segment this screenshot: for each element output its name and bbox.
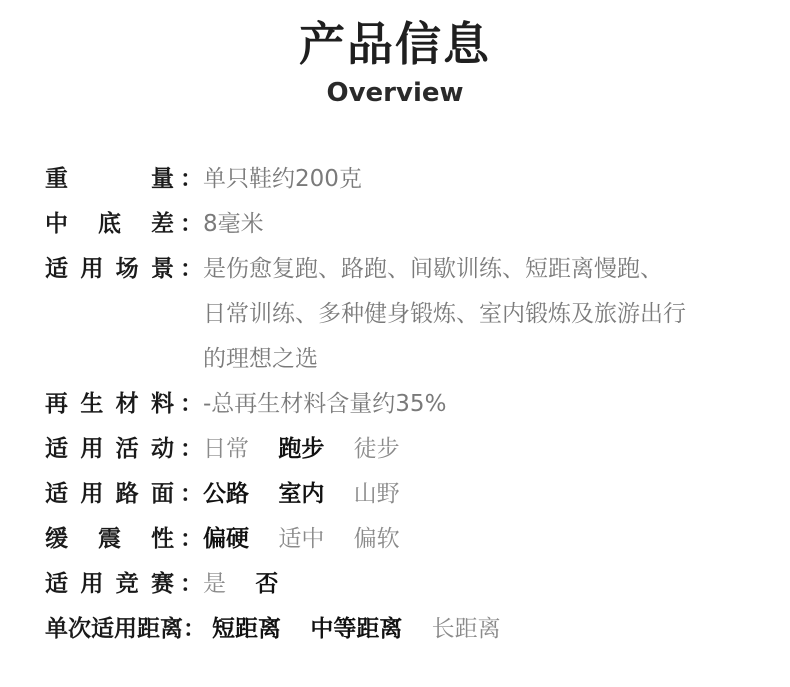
spec-row-distance — [45, 607, 765, 652]
option-mid: 中等距离 — [310, 616, 403, 642]
spec-value-weight: 单只鞋约200克 — [203, 166, 362, 192]
spec-value-recycled: -总再生材料含量约35% — [203, 391, 447, 417]
spec-row-surface — [45, 472, 765, 517]
option-long: 长距离 — [431, 616, 501, 642]
option-medium: 适中 — [278, 526, 325, 552]
spec-label-race — [45, 562, 203, 607]
label-colon: ： — [180, 211, 203, 237]
option-trail: 山野 — [353, 481, 400, 507]
label-char: 景 — [150, 256, 174, 282]
label-char: 用 — [80, 256, 104, 282]
label-char: 量 — [151, 166, 174, 192]
option-firm: 偏硬 — [203, 526, 249, 552]
label-char: 性 — [151, 526, 174, 552]
label-char: 场 — [115, 256, 139, 282]
label-char: 适 — [45, 571, 68, 597]
spec-label-recycled — [45, 382, 203, 427]
label-char: 适 — [45, 481, 68, 507]
label-char: 材 — [115, 391, 139, 417]
label-char: 缓 — [45, 526, 68, 552]
label-char: 适 — [45, 436, 68, 462]
spec-label-surface — [45, 472, 203, 517]
option-no: 否 — [255, 571, 279, 597]
label-char: 用 — [80, 481, 104, 507]
label-colon: ： — [180, 256, 203, 282]
spec-value-drop: 8毫米 — [203, 211, 264, 237]
label-char: 赛 — [150, 571, 174, 597]
page-title: 产品信息 — [299, 17, 491, 71]
label-char: 生 — [80, 391, 104, 417]
spec-list — [45, 157, 765, 652]
label-colon: ： — [180, 391, 203, 417]
label-char: 差 — [151, 211, 174, 237]
label-colon: ： — [180, 166, 203, 192]
page-subtitle: Overview — [326, 78, 464, 108]
spec-row-drop — [45, 202, 765, 247]
label-char: 再 — [45, 391, 68, 417]
label-char: 竞 — [115, 571, 139, 597]
scenes-line: 的理想之选 — [203, 346, 318, 372]
option-road: 公路 — [203, 481, 249, 507]
label-char: 适 — [45, 256, 68, 282]
label-char: 中 — [45, 211, 68, 237]
spec-row-activity — [45, 427, 765, 472]
label-colon: ： — [180, 436, 203, 462]
spec-label-distance — [45, 607, 212, 652]
option-yes: 是 — [203, 571, 226, 597]
spec-options-race — [203, 562, 300, 607]
spec-options-cushion — [203, 517, 422, 562]
spec-label-cushion — [45, 517, 203, 562]
label-char: 震 — [98, 526, 121, 552]
option-soft: 偏软 — [353, 526, 400, 552]
option-indoor: 室内 — [278, 481, 325, 507]
label-char: 活 — [115, 436, 139, 462]
label-colon: ： — [183, 616, 206, 642]
option-hiking: 徒步 — [353, 436, 400, 462]
spec-row-weight — [45, 157, 765, 202]
label-char: 动 — [150, 436, 174, 462]
option-daily: 日常 — [203, 436, 249, 462]
spec-row-scenes — [45, 247, 765, 382]
label-colon: ： — [180, 526, 203, 552]
label-colon: ： — [180, 571, 203, 597]
label-char: 料 — [150, 391, 174, 417]
spec-label-scenes — [45, 247, 203, 292]
spec-row-recycled — [45, 382, 765, 427]
label-char: 面 — [150, 481, 174, 507]
label-char: 路 — [115, 481, 139, 507]
label-char: 底 — [98, 211, 121, 237]
spec-value-scenes — [203, 247, 753, 382]
spec-options-distance — [212, 607, 523, 652]
spec-options-activity — [203, 427, 422, 472]
option-short: 短距离 — [212, 616, 281, 642]
label-char: 重 — [45, 166, 68, 192]
spec-label-drop — [45, 202, 203, 247]
label-text: 单次适用距离 — [45, 616, 183, 642]
spec-row-race — [45, 562, 765, 607]
label-colon: ： — [180, 481, 203, 507]
label-char: 用 — [80, 571, 104, 597]
spec-row-cushion — [45, 517, 765, 562]
scenes-line: 日常训练、多种健身锻炼、室内锻炼及旅游出行 — [203, 301, 686, 327]
option-running: 跑步 — [278, 436, 325, 462]
spec-options-surface — [203, 472, 422, 517]
scenes-line: 是伤愈复跑、路跑、间歇训练、短距离慢跑、 — [203, 256, 663, 282]
spec-label-weight — [45, 157, 203, 202]
spec-label-activity — [45, 427, 203, 472]
label-char: 用 — [80, 436, 104, 462]
